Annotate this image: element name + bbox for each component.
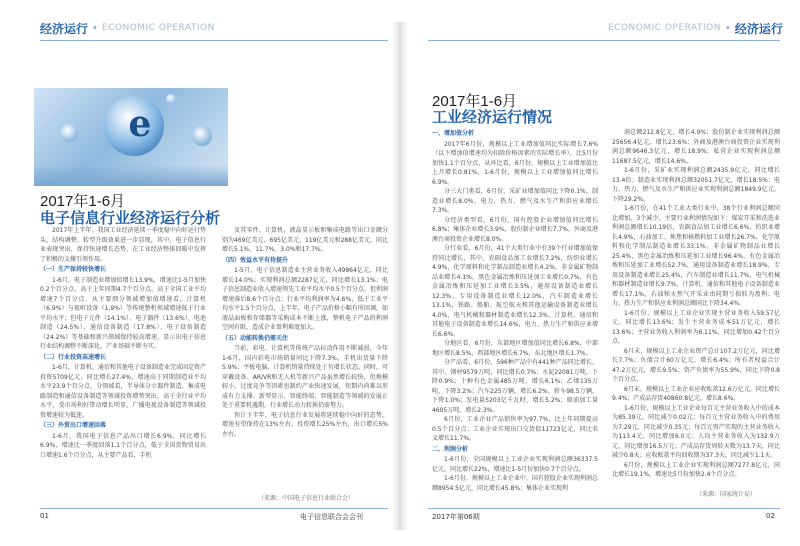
left-publication-name: 电子信息联合会会刊: [300, 513, 363, 521]
paragraph: 预计下半年，电子信息行业发展将延续稳中向好的态势，增速有望保持在13%左右，投资增长25%左右，出口增长5%左右。: [222, 411, 388, 438]
orb-icon: [166, 94, 176, 104]
right-section-header: [608, 18, 783, 38]
section-separator: •: [724, 22, 731, 34]
paragraph: 1-6月，我国电子信息产品出口增长6.9%，同比增长6.9%，增速比一季度回落1.1个百分点，低于全国货物贸易出口增速1.6个百分点，从主要产品看，手机: [40, 432, 206, 459]
paragraph: 1-6月份，全国规模以上工业企业实现利润总额36337.5亿元，同比增长22%，增速比1-5月份加快0.7个百分点。: [432, 456, 598, 473]
section-heading: （五）动能转换仍需关注: [222, 334, 289, 342]
section-heading: （三）外贸出口增速回落: [40, 422, 107, 429]
right-header-rule: [428, 40, 780, 41]
paragraph: 分三大门类看，6月份，采矿业增加值同比下降0.1%，制造业增长8.0%，电力、热力、燃气及水生产和供应业增长7.3%。: [432, 188, 598, 214]
left-article-year-title: 2017年1-6月: [40, 193, 126, 210]
left-footer-rule: [40, 508, 388, 509]
section-heading: （四）效益水平有待提升: [222, 256, 289, 264]
section-heading: （二）行业投资高速增长: [40, 353, 107, 361]
right-issue-label: 2017年第06期: [432, 513, 480, 521]
orb-icon: [192, 126, 212, 146]
left-header-rule: [40, 40, 388, 41]
right-article-column-1: [432, 128, 598, 508]
section-heading: （一）生产保持较快增长: [40, 266, 107, 273]
left-page-number: 01: [40, 512, 49, 520]
right-article-year-title: 2017年1-6月: [432, 93, 518, 110]
paragraph: 6月份，规模以上工业企业实现利润总额7277.8亿元，同比增长19.1%，增速比5月份加快2.4个百分点。: [612, 461, 780, 478]
section-heading: 一、增加值分析: [432, 130, 475, 137]
paragraph: 1-6月份，规模以上工业企业实现主营业务收入59.57亿元，同比增长13.6%；发生主营业务成本51万亿元，增长13.6%；主营业务收入利润率为6.11%，同比增加0.42个百分点。: [612, 309, 780, 345]
right-page-number: 02: [766, 512, 775, 520]
right-article-source: （来源：国家统计局）: [696, 491, 757, 498]
hero-base-glow: [34, 164, 228, 186]
right-article-main-title: 工业经济运行情况: [432, 108, 553, 126]
left-article-main-title: 电子信息行业经济运行分析: [40, 209, 221, 227]
paragraph: 6月末，规模以上工业企业应收账款12.6万亿元，同比增长9.4%；产成品存货40860.8亿元，增长8.6%。: [612, 385, 780, 402]
paragraph: 分经济类型看，6月份，国有控股企业增加值同比增长6.8%；集体企业增长3.9%，股份制企业增长7.7%，外商及港澳台商投资企业增长8.0%。: [432, 216, 598, 243]
right-article-column-2: [612, 128, 780, 508]
paragraph: 当前，彩电、计算机等传统产品拉动作用不断减弱，今年1-6月，国内彩电市场销量同比下降7.3%，手机出货量下降5.9%；平板电脑、计算机销量持续处于负增长状态。同时，可穿戴设备、AR/VR和无人机等新兴产品虽然增长较快，但规模较小，过度竞争等因素也制约产业快速发展，短期内尚难以形成有力支撑。新型显示、智能终端、智能制造等领域的发展正处于重要机遇期，行业增长动力转换仍需努力。: [222, 345, 388, 409]
paragraph: 2017年6月份，规模以上工业增加值同比实际增长7.6%（以下增加值增速均为扣除价格因素的实际增长率），比5月份加快1.1个百分点，从环比看，6月份，规模以上工业增加值比上月增长0.81%，1-6月份，规模以上工业增加值同比增长6.9%。: [432, 140, 598, 186]
orb-icon: [60, 124, 78, 142]
section-label-en: ECONOMIC OPERATION: [608, 23, 721, 33]
paragraph: 1-6月份，规模以上工业企业中，国有控股企业实现利润总额8954.5亿元，同比增长45.8%；集体企业实现利: [432, 475, 598, 492]
paragraph: 分产品看，6月份，596种产品中有441种产品同比增长，其中，钢材9579万吨，同比增长0.7%；水泥22081万吨，下降0.9%；十种有色金属485万吨，增长6.1%；乙烯135万吨，下降3.2%；汽车225万辆，增长6.2%，轿车98.5万辆，下降1.0%；发电量5203亿千瓦时，增长5.2%；原油加工量4605万吨，增长2.3%。: [432, 359, 598, 414]
section-heading: 二、利润分析: [432, 445, 469, 453]
section-label-cn: 经济运行: [40, 21, 89, 36]
section-separator: •: [92, 22, 98, 34]
paragraph: 1-5月，电子信息制造业主营业务收入49864亿元，同比增长14.0%；实现利润总额2287亿元，同比增长13.1%；电子信息制造业收入增速领先工业平均水平0.5个百分点，但利润增速落后8.6个百分点；行业平均利润率为4.6%，低于工业平均水平1.5个百分点，上半年，电子产品价格小幅有所回调，如液晶面板和存储器等采购成本不断上涨，整机电子产品的利润空间有限，造成企业盈利难度加大。: [222, 267, 388, 331]
right-footer-rule: [428, 508, 780, 509]
paragraph: 1-6月份，在41个工业大类行业中，38个行业利润总额同比增加，3个减少。主要行业利润情况如下：煤炭开采和洗选业利润总额增长10.19倍，农副食品加工业增长6.6%，纺织业增长4.9%，石油加工、炼焦和核燃料加工业增长26.7%，化学原料和化学制品制造业增长33.1%，非金属矿物制品业增长25.4%，黑色金属冶炼和压延加工业增长96.4%，有色金属冶炼和压延加工业增长52.7%，通用设备制造业增长18.9%，专用设备制造业增长25.4%，汽车制造业增长11.7%，电气机械和器材制造业增长9.7%，计算机、通信和其他电子设备制造业增长17.1%，石油和天然气开采业由同期亏损转为盈利；电力、热力生产和供应业利润总额同比下降34.4%。: [612, 205, 780, 307]
left-section-header: [40, 18, 215, 38]
paragraph: 1-6月，电子制造业增加值增长13.9%，增速比1-5月加快0.2个百分点，高于上年同期4.7个百分点，高于全国工业平均增速7个百分点，从主要细分领域增加值增速看，计算机（6.9%）与视听设备（1.9%）等传统整机领域增速低于行业平均水平；但电子元件（14.1%）、电子器件（13.6%）、电池制造（24.5%）、通信设备制造（17.8%）、电子设备制造（24.2%）等基础和新兴领域保持较高增速，显示出电子信息行业结构调整不断深化，产业基础不断夯实。: [40, 276, 206, 350]
e-logo-icon: e: [128, 103, 152, 145]
paragraph: 1-6月份，规模以上工业企业每百元主营业务收入中的成本为85.39元，同比减少0.02元；每百元主营业务收入中的费用为7.29元，同比减少0.35元；每百元资产实现的主营业务收入为113.4元，同比增加6.0元；人均主营业务收入为132.9万元，同比增加16.5万元；产成品存货周转天数为13.7天，同比减少0.8天；应收账款平均回收期为37.3天，同比减少1.1天。: [612, 404, 780, 459]
paragraph: 及其零件、计算机、液晶显示板和集成电路等出口金额分别为469亿美元、695亿美元、119亿美元和288亿美元，同比增长5.1%、11.7%、3.0%和17.7%。: [222, 227, 388, 253]
section-label-en: ECONOMIC OPERATION: [101, 23, 215, 33]
book-gutter: [392, 22, 408, 530]
hero-electronics-illustration: [34, 88, 228, 186]
paragraph: 分行业看，6月份，41个大类行业中有39个行业增加值保持同比增长，其中，农副食品加工业增长7.2%，纺织业增长4.9%，化学原料和化学制品制造业增长4.2%，非金属矿物制品业增长4.1%，黑色金属冶炼和压延加工业增长0.7%，有色金属冶炼和压延加工业增长3.5%，通用设备制造业增长12.3%，专用设备制造业增长12.0%，汽车制造业增长13.1%，铁路、船舶、航空航天和其他运输设备制造业增长4.0%，电气机械和器材制造业增长12.3%，计算机、通信和其他电子设备制造业增长14.6%，电力、热力生产和供应业增长6.6%。: [432, 245, 598, 338]
left-article-column-1: [40, 226, 206, 506]
paragraph: 润总额212.8亿元，增长4.9%；股份制企业实现利润总额25656.4亿元，增长23.6%；外商及港澳台商投资企业实现利润总额9646.3亿元，增长18.9%；私营企业实现利润总额11687.5亿元，增长14.6%。: [612, 129, 780, 165]
paragraph: 2017年上半年，我国工业经济延续一季度稳中向好运行势头，结构调整、转型升级效果进一步显现，其中，电子信息行业表现突出，保持快速增长态势，在工业经济整体回暖中发挥了积极的支撑引领作用。: [40, 227, 206, 263]
paragraph: 分地区看，6月份，东部地区增加值同比增长6.8%，中部地区增长8.5%，西部地区增长6.7%，东北地区增长1.7%。: [432, 340, 598, 357]
paragraph: 6月末，规模以上工业企业资产总计107.2万亿元，同比增长7.7%；负债合计60万亿元，增长6.4%；所有者权益合计47.2万亿元，增长9.5%；资产负债率为55.9%，同比下降0.8个百分点。: [612, 347, 780, 383]
paragraph: 1-6月，计算机、通信和其他电子设备制造业完成固定资产投资5709亿元，同比增长27.4%，增速高于同期制造业平均水平23.9个百分点，分领域看，半导体分立器件制造、集成电路制造和通信设备制造等领域投资增势突出，高于全行业平均水平，受市场利好带动增长明显，广播电视设备制造等领域投资增速较为低迷。: [40, 364, 206, 419]
paragraph: 6月份，工业企业产品销售率为97.7%，比上年同期提高0.5个百分点；工业企业实现出口交货值11723亿元，同比名义增长11.7%。: [432, 416, 598, 442]
left-article-source: （来源：中国电子信息行业联合会）: [258, 495, 355, 502]
paragraph: 1-6月份，采矿业实现利润总额2435.9亿元，同比增长13.4倍；制造业实现利润总额32051.7亿元，增长18.5%；电力、热力、燃气及水生产和供应业实现利润总额1849.9亿元，下降29.2%。: [612, 167, 780, 203]
left-article-column-2: [222, 226, 388, 506]
section-label-cn: 经济运行: [734, 21, 783, 36]
